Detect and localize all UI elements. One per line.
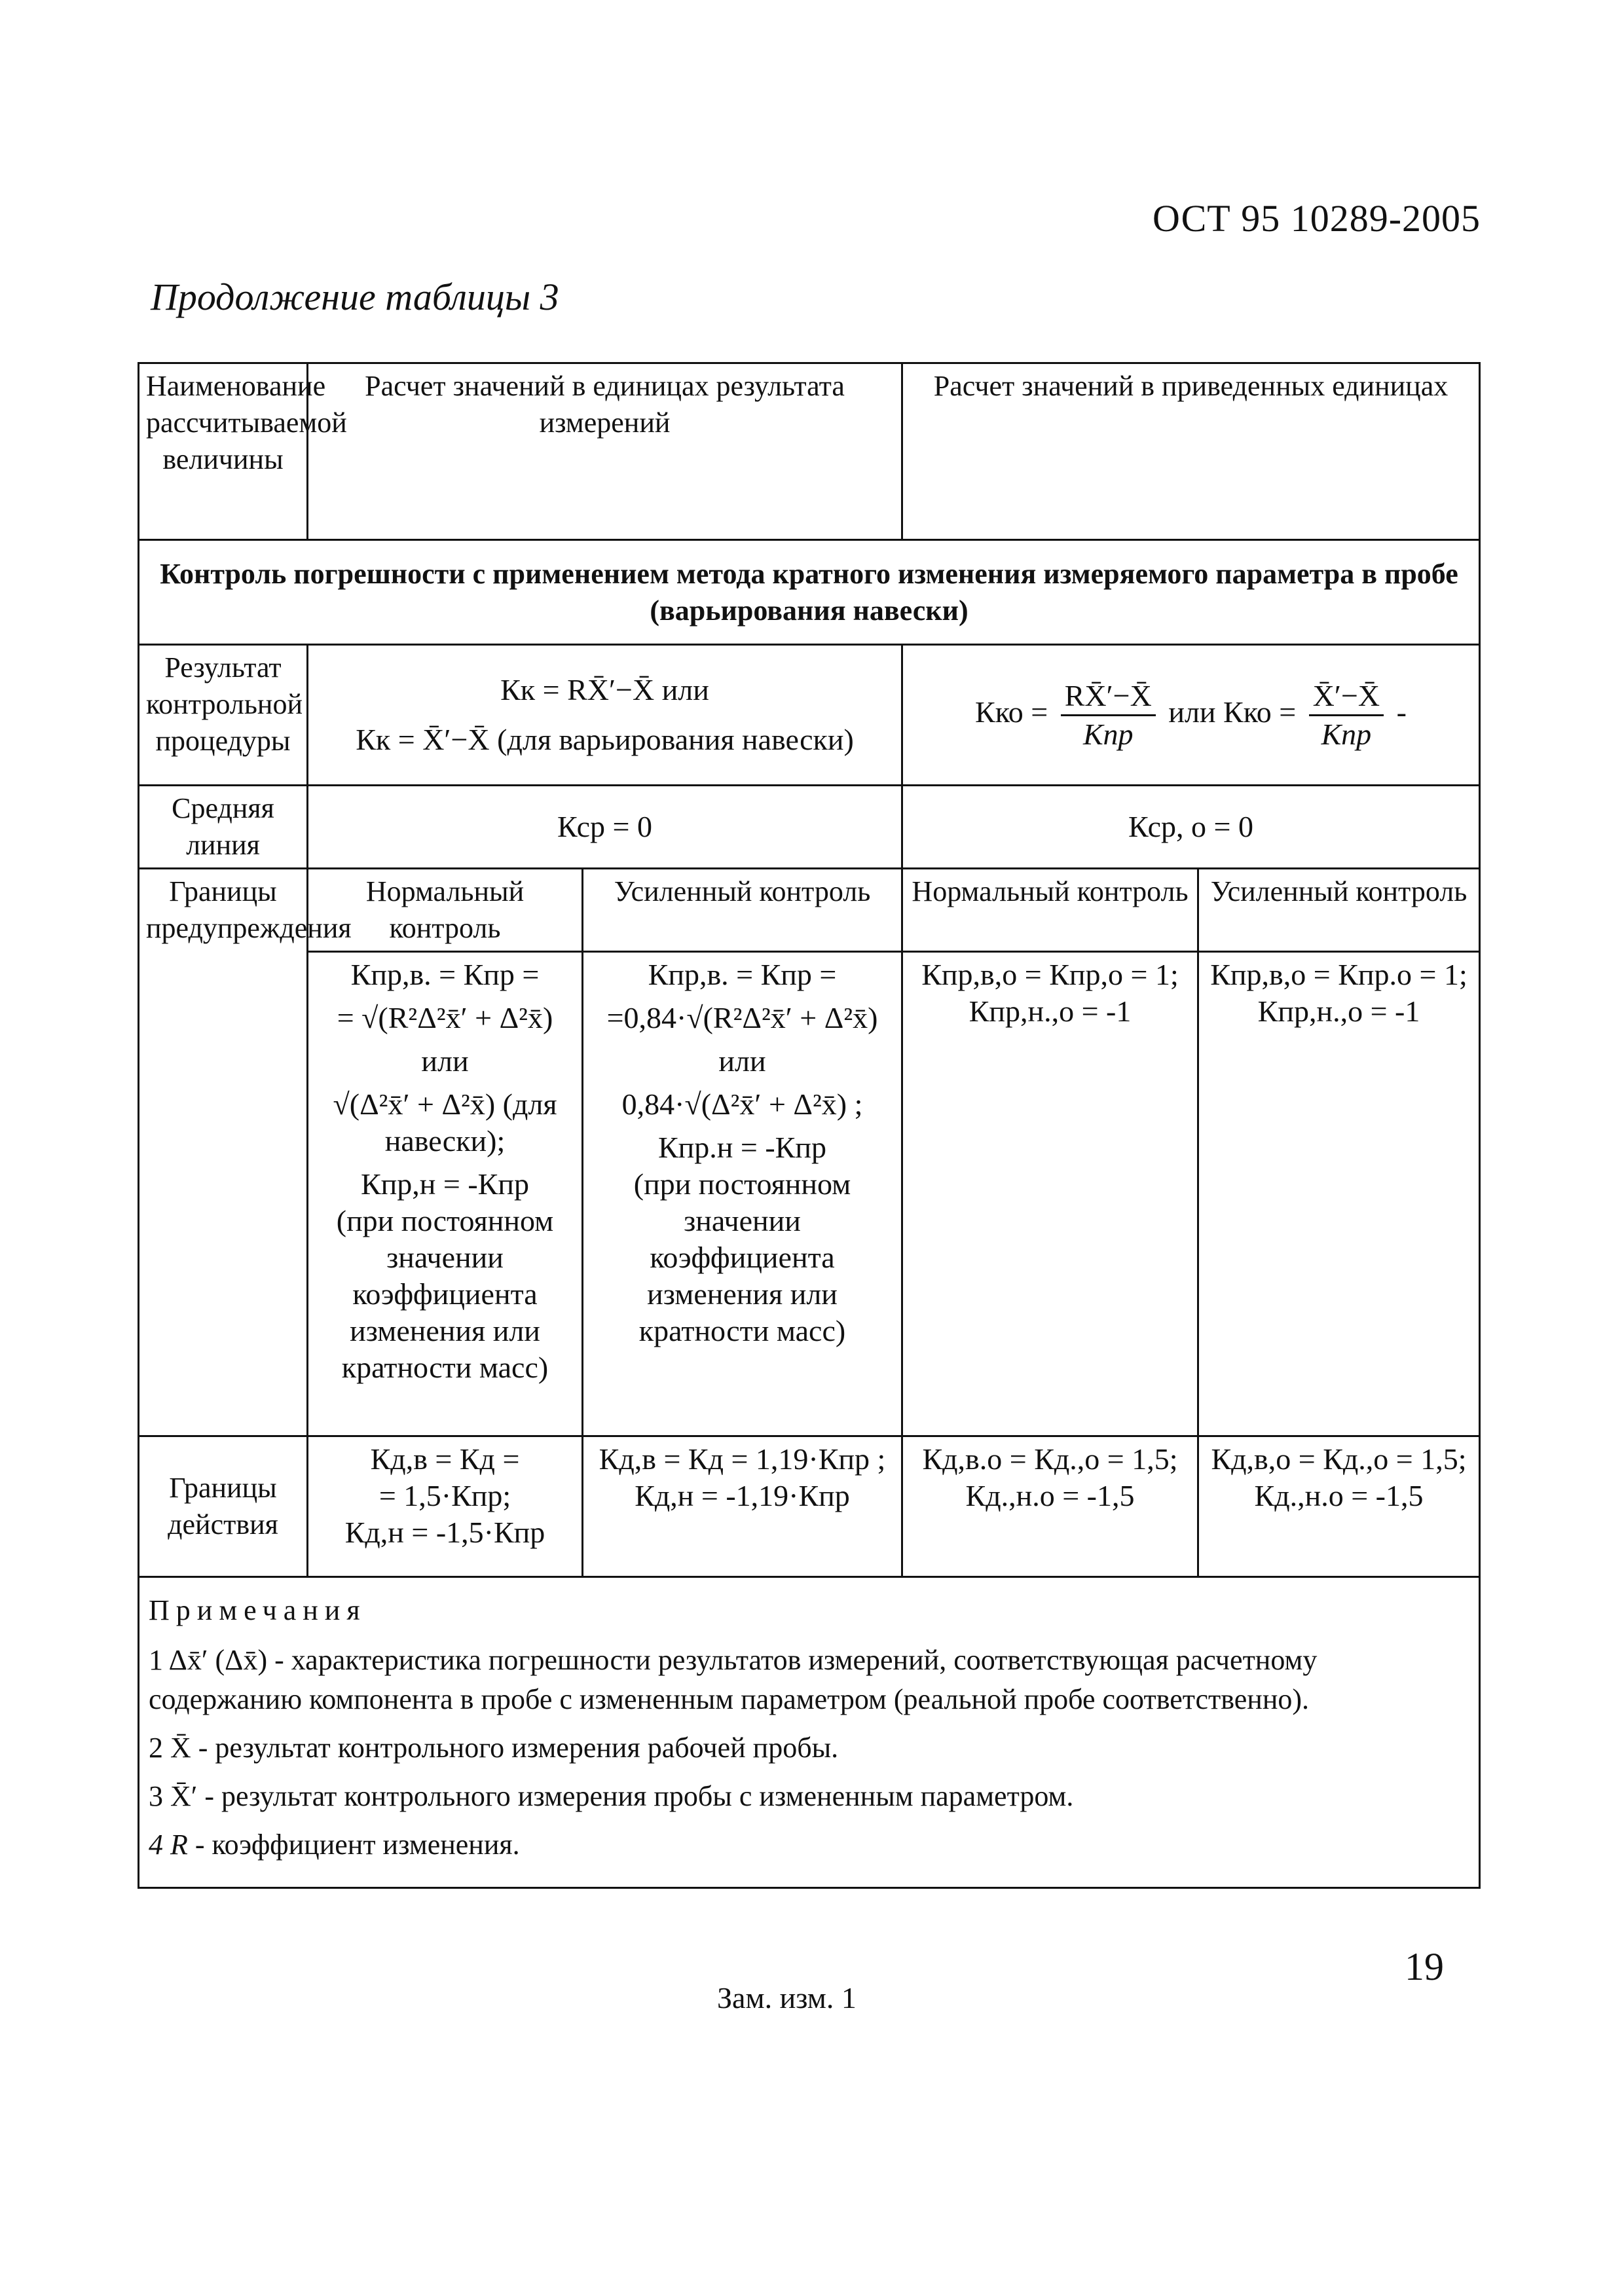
warning-abs-enh-2: =0,84·√(R²Δ²x̄′ + Δ²x̄): [606, 1001, 878, 1034]
note-3-text: - результат контрольного измерения пробы с измененным параметром.: [204, 1780, 1074, 1812]
action-abs-normal-2: = 1,5·Кпр;: [378, 1479, 511, 1512]
warning-abs-normal-or: или: [421, 1044, 469, 1078]
result-rel-formula: [902, 645, 1480, 786]
warning-rel-enh-2: Кпр,н.,о = -1: [1257, 994, 1420, 1028]
result-rel-num-1: RX̄′−X̄: [1061, 678, 1156, 716]
notes: [139, 1577, 1480, 1888]
note-2-prefix: 2 X̄: [149, 1732, 191, 1764]
warning-abs-enhanced: [583, 952, 902, 1436]
note-4-prefix: 4 R: [149, 1829, 188, 1861]
note-2: [149, 1728, 1469, 1768]
note-3-prefix: 3 X̄′: [149, 1780, 198, 1812]
action-abs-enhanced: [583, 1436, 902, 1577]
table-row: [139, 1436, 1480, 1577]
table-header-row: [139, 363, 1480, 540]
col3-header: Расчет значений в приведенных единицах: [902, 363, 1480, 540]
note-2-text: - результат контрольного измерения рабочей пробы.: [198, 1732, 839, 1764]
col2-header: Расчет значений в единицах результата измерений: [308, 363, 902, 540]
action-rel-enh-1: Кд,в,о = Кд.,о = 1,5;: [1211, 1442, 1467, 1476]
action-rel-normal-1: Кд,в.о = Кд.,о = 1,5;: [922, 1442, 1178, 1476]
table-row: [139, 786, 1480, 869]
warning-abs-normal-header: Нормальный контроль: [308, 869, 583, 952]
section-title: Контроль погрешности с применением метода кратного изменения измеряемого параметра в пробе (варьирования навески): [139, 540, 1480, 645]
row-label-warning: Границы предупреждения: [139, 869, 308, 1436]
result-abs-formula: [308, 645, 902, 786]
result-rel-tail: -: [1396, 695, 1407, 729]
table-row: [139, 869, 1480, 952]
table-row: [139, 645, 1480, 786]
warning-abs-enh-3: 0,84·√(Δ²x̄′ + Δ²x̄) ;: [621, 1087, 863, 1121]
section-title-row: [139, 540, 1480, 645]
note-4-text: - коэффициент изменения.: [194, 1829, 520, 1861]
result-rel-or: или Кко =: [1168, 695, 1297, 729]
action-abs-normal: [308, 1436, 583, 1577]
action-rel-enhanced: [1198, 1436, 1480, 1577]
warning-rel-enhanced: [1198, 952, 1480, 1436]
result-rel-fraction-2: [1309, 678, 1384, 753]
result-rel-num-2: X̄′−X̄: [1309, 678, 1384, 716]
result-rel-den-1: Кпр: [1082, 717, 1134, 751]
warning-abs-normal: [308, 952, 583, 1436]
warning-abs-enhanced-header: Усиленный контроль: [583, 869, 902, 952]
action-rel-normal-2: Кд.,н.о = -1,5: [965, 1479, 1135, 1512]
note-1: [149, 1641, 1469, 1719]
note-1-text: - характеристика погрешности результатов измерений, соответствующая расчетному содержанию компонента в пробе с измененным параметром (реальной пробе соответственно).: [149, 1644, 1318, 1715]
action-abs-enh-2: Кд,н = -1,19·Кпр: [635, 1479, 850, 1512]
table-row: [139, 952, 1480, 1436]
continuation-title: Продолжение таблицы 3: [151, 276, 559, 318]
result-abs-formula-2: Кк = X̄′−X̄ (для варьирования навески): [356, 723, 854, 756]
warning-rel-enh-1: Кпр,в,о = Кпр.о = 1;: [1210, 958, 1467, 991]
action-abs-normal-3: Кд,н = -1,5·Кпр: [344, 1516, 545, 1549]
action-rel-enh-2: Кд.,н.о = -1,5: [1254, 1479, 1424, 1512]
action-abs-enh-1: Кд,в = Кд = 1,19·Кпр ;: [599, 1442, 886, 1476]
warning-abs-enh-1: Кпр,в. = Кпр =: [648, 958, 837, 991]
action-rel-normal: [902, 1436, 1198, 1577]
warning-abs-normal-2: = √(R²Δ²x̄′ + Δ²x̄): [337, 1001, 553, 1034]
result-rel-fraction-1: [1061, 678, 1156, 753]
result-rel-den-2: Кпр: [1321, 717, 1372, 751]
row-label-result: Результат контрольной процедуры: [139, 645, 308, 786]
note-1-prefix: 1 Δx̄′ (Δx̄): [149, 1644, 268, 1676]
middle-rel: Кср, о = 0: [902, 786, 1480, 869]
result-abs-formula-1: Кк = RX̄′−X̄ или: [500, 673, 709, 706]
note-3: [149, 1777, 1469, 1816]
measurement-control-table: [138, 362, 1481, 1889]
amendment-note: Зам. изм. 1: [717, 1981, 857, 2014]
warning-rel-enhanced-header: Усиленный контроль: [1198, 869, 1480, 952]
middle-abs: Кср = 0: [308, 786, 902, 869]
col1-header: Наименование рассчитываемой величины: [139, 363, 308, 540]
warning-abs-normal-5: (при постоянном значении коэффициента изменения или кратности масс): [336, 1204, 554, 1384]
warning-abs-enh-5: (при постоянном значении коэффициента изменения или кратности масс): [633, 1167, 851, 1347]
notes-title: Примечания: [149, 1594, 367, 1626]
page-number: 19: [1405, 1945, 1444, 1988]
document-code: ОСТ 95 10289-2005: [1153, 197, 1481, 240]
notes-row: [139, 1577, 1480, 1888]
note-4: [149, 1825, 1469, 1865]
warning-rel-normal-header: Нормальный контроль: [902, 869, 1198, 952]
row-label-middle: Средняя линия: [139, 786, 308, 869]
row-label-action: Границы действия: [139, 1436, 308, 1577]
warning-abs-normal-4: Кпр,н = -Кпр: [361, 1167, 529, 1201]
warning-abs-normal-1: Кпр,в. = Кпр =: [350, 958, 540, 991]
warning-abs-enh-4: Кпр.н = -Кпр: [658, 1131, 826, 1164]
action-abs-normal-1: Кд,в = Кд =: [370, 1442, 520, 1476]
warning-abs-normal-3: √(Δ²x̄′ + Δ²x̄) (для навески);: [333, 1087, 557, 1157]
result-rel-left: Кко =: [975, 695, 1048, 729]
warning-rel-normal-2: Кпр,н.,о = -1: [969, 994, 1132, 1028]
warning-rel-normal-1: Кпр,в,о = Кпр,о = 1;: [921, 958, 1179, 991]
warning-abs-enh-or: или: [718, 1044, 766, 1078]
warning-rel-normal: [902, 952, 1198, 1436]
